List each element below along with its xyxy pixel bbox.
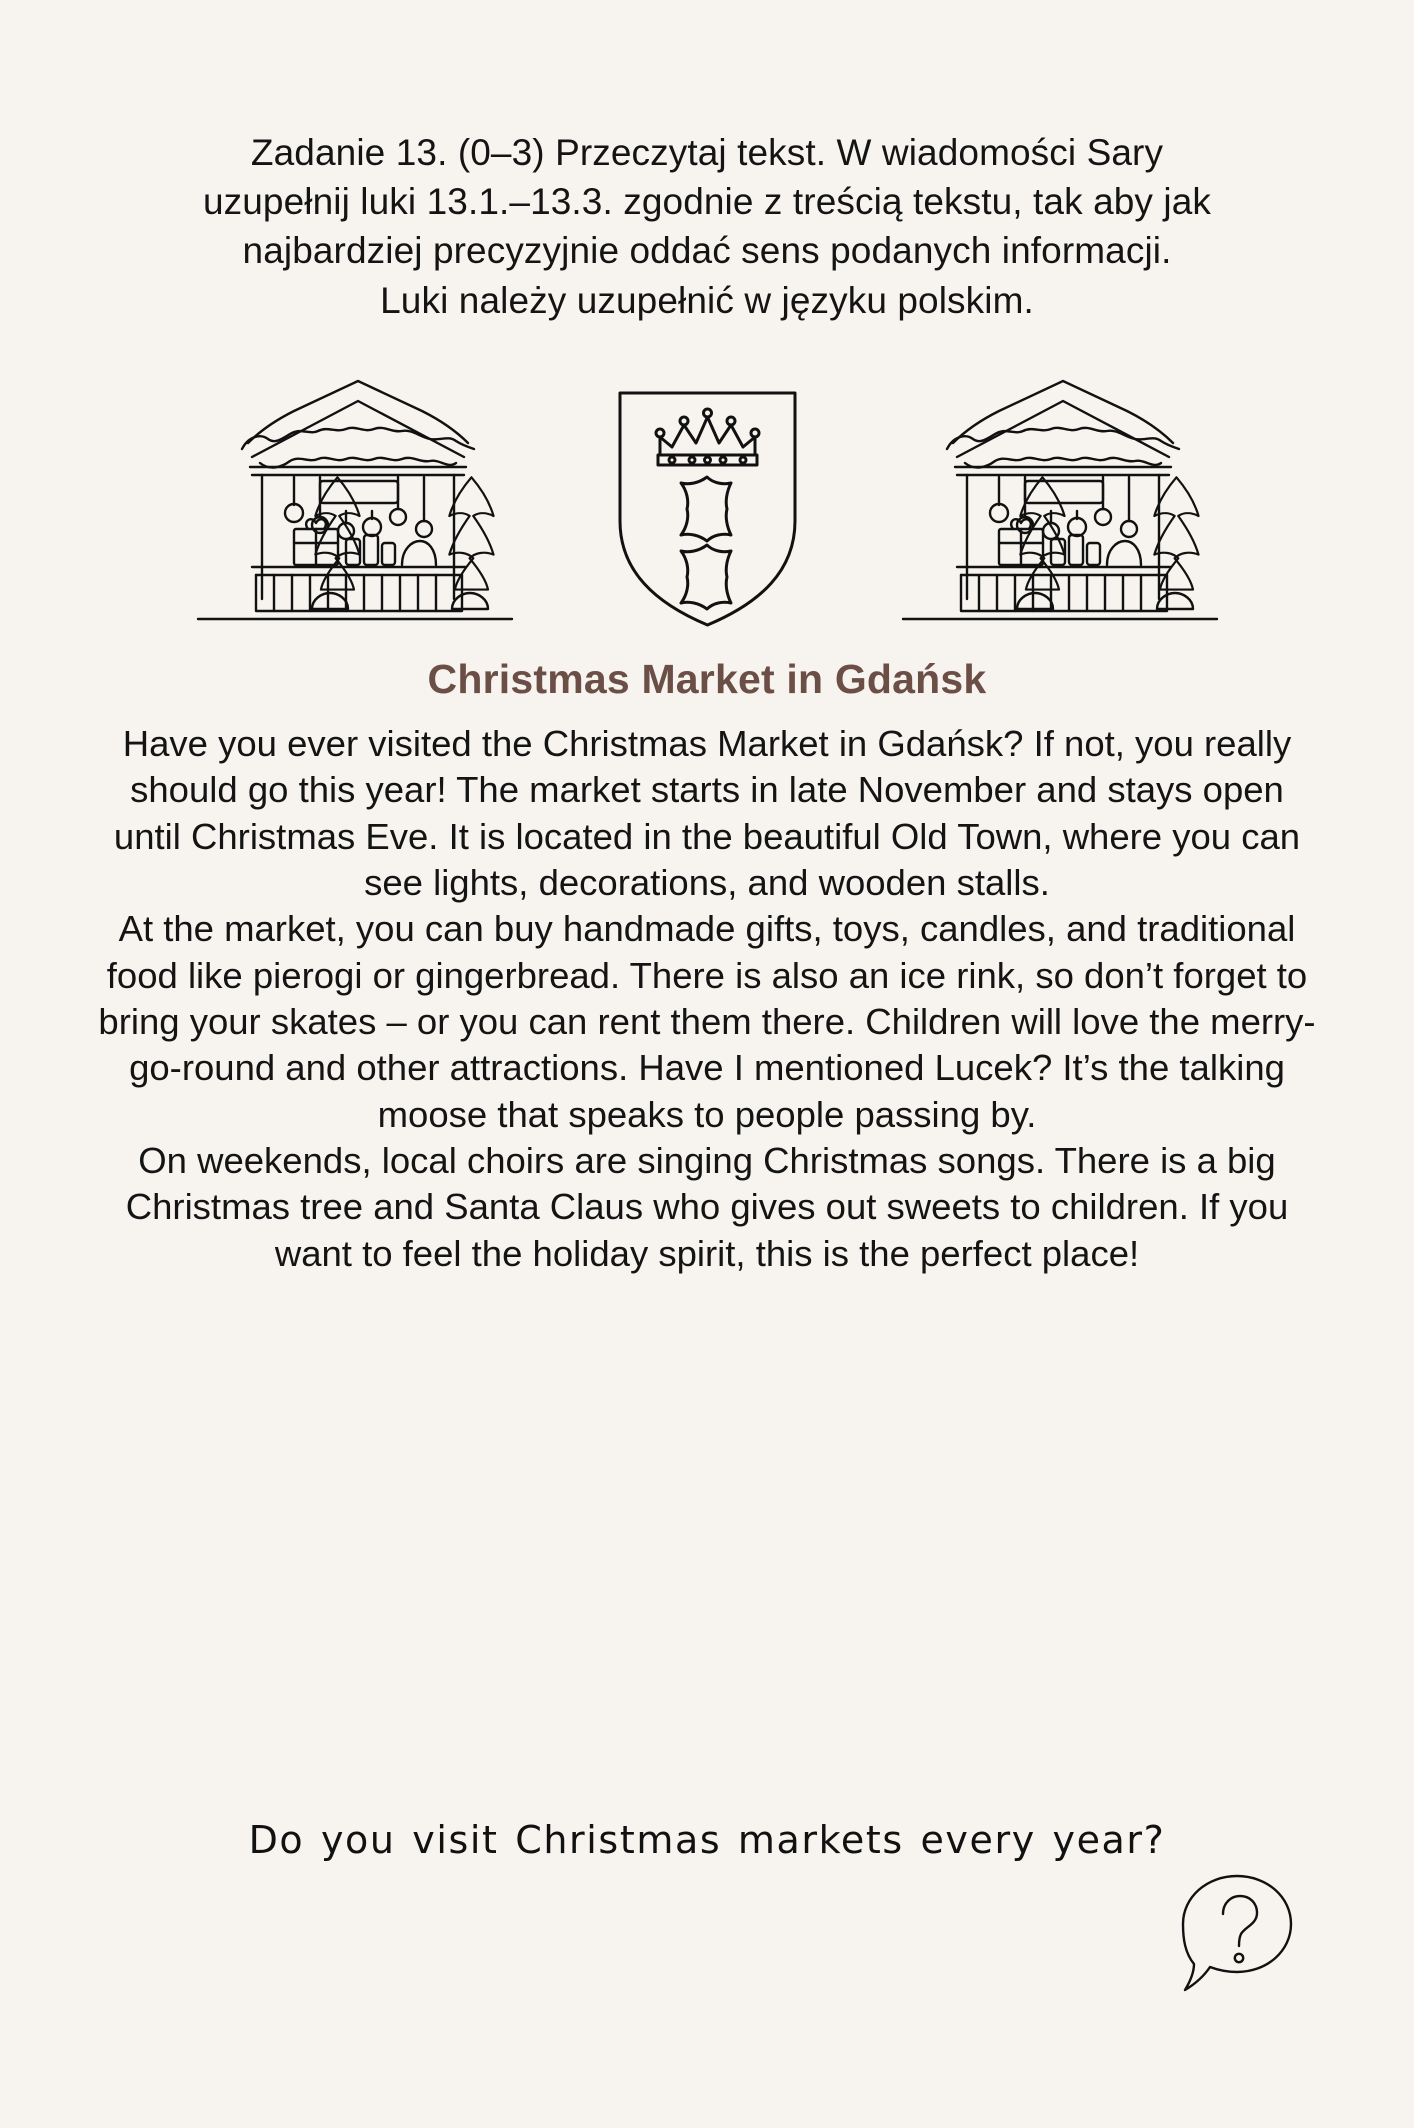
task-instruction-line-4: Luki należy uzupełnić w języku polskim.: [380, 279, 1034, 321]
article-paragraph-3: On weekends, local choirs are singing Christmas songs. There is a big Christmas tree and Santa Claus who gives out sweets to children. If you want to feel the holiday spirit, this is the perfect place!: [125, 1139, 1289, 1274]
christmas-market-stall-right-icon: [895, 371, 1225, 636]
task-instruction-line-3: najbardziej precyzyjnie oddać sens podanych informacji.: [242, 230, 1172, 272]
document-page: [0, 128, 1414, 2128]
christmas-market-stall-left-icon: [190, 371, 520, 636]
illustration-strip: [95, 371, 1319, 636]
task-instruction: [95, 128, 1319, 325]
footer-question-row: [95, 1818, 1319, 1862]
footer-question: Do you visit Christmas markets every year?: [248, 1818, 1166, 1862]
task-instruction-line-2: uzupełnij luki 13.1.–13.3. zgodnie z treścią tekstu, tak aby jak: [202, 181, 1212, 223]
article-body: [95, 721, 1319, 1277]
article-paragraph-2: At the market, you can buy handmade gifts, toys, candles, and traditional food like pierogi or gingerbread. There is also an ice rink, so don’t forget to bring your skates – or you can rent them there. Children will love the merry-go-round and other attractions. Have I mentioned Lucek? It’s the talking moose that speaks to people passing by.: [98, 908, 1316, 1135]
question-mark-speech-bubble-icon: [1177, 1870, 1297, 2005]
gdansk-coat-of-arms-icon: [600, 381, 815, 636]
article-paragraph-1: Have you ever visited the Christmas Market in Gdańsk? If not, you really should go this year! The market starts in late November and stays open until Christmas Eve. It is located in the beautiful Old Town, where you can see lights, decorations, and wooden stalls.: [113, 722, 1301, 903]
article-title: Christmas Market in Gdańsk: [427, 655, 987, 702]
task-instruction-line-1: Zadanie 13. (0–3) Przeczytaj tekst. W wiadomości Sary: [250, 132, 1164, 173]
